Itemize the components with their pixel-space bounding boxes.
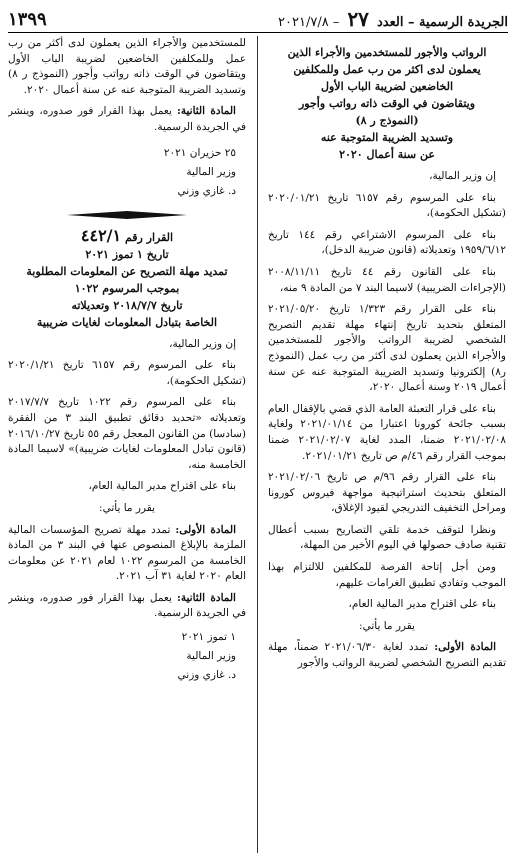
- signature-date: ٢٥ حزيران ٢٠٢١: [163, 146, 236, 159]
- paragraph: بناء على المرسوم رقم ١٠٢٢ تاريخ ٢٠١٧/٧/٧ وتعديلاته «تحديد دقائق تطبيق البند ٣ من الفقرة (سادسا) من القانون المعجل رقم ٥٥ تاريخ ٢٠١٦/١٠/٢٧ (قانون تبادل المعلومات لغايات ضريبية)» لاسيما المادة الخامسة منه،: [8, 396, 246, 471]
- page-number: ١٣٩٩: [8, 8, 47, 30]
- article-heading: المادة الثانية:: [176, 591, 236, 604]
- article-1: [8, 523, 246, 585]
- header-title-group: [278, 7, 508, 31]
- article-text: يعمل بهذا القرار فور صدوره، وينشر في الجريدة الرسمية.: [8, 105, 246, 133]
- page-header: [8, 6, 508, 33]
- paragraph: إن وزير المالية،: [169, 337, 236, 350]
- paragraph: بناء على اقتراح مدير المالية العام،: [348, 598, 496, 611]
- paragraph: ونظرا لتوقف خدمة تلقي التصاريح بسبب أعطال تقنية صادف حصولها في اليوم الأخير من المهلة،: [268, 523, 506, 552]
- decision-title-line: تاريخ ٢٠١٨/٧/٧ وتعديلاته: [71, 298, 183, 312]
- article-2: [8, 104, 246, 135]
- section-separator: [67, 211, 187, 219]
- signature-name: د. غازي وزني: [177, 669, 236, 682]
- right-column: [268, 36, 506, 853]
- paragraph: بناء على اقتراح مدير المالية العام،: [88, 480, 236, 493]
- decision-title-line: بموجب المرسوم ١٠٢٢: [74, 281, 180, 295]
- paragraph: بناء على المرسوم الاشتراعي رقم ١٤٤ تاريخ ١٩٥٩/٦/١٢ وتعديلاته (قانون ضريبة الدخل)،: [268, 228, 506, 257]
- issue-number: ٢٧: [347, 7, 369, 31]
- left-column: [8, 36, 246, 853]
- article-text: يعمل بهذا القرار فور صدوره، وينشر في الجريدة الرسمية.: [8, 591, 246, 620]
- article-text: تمدد مهلة تصريح المؤسسات المالية الملزمة بالإبلاغ المنصوص عنها في البند ٣ من المادة الخامسة من المرسوم ١٠٢٢ لعام ٢٠٢١ عن معلومات العام ٢٠٢٠ لغاية ٣١ آب ٢٠٢١.: [8, 523, 246, 583]
- paragraph: ومن أجل إتاحة الفرصة للمكلفين للالتزام بهذا الموجب وتفادي تطبيق الغرامات عليهم،: [268, 561, 506, 589]
- title-line: (النموذج ر ٨): [355, 114, 419, 127]
- article-1: [268, 640, 506, 671]
- paragraph: بناء على المرسوم رقم ٦١٥٧ تاريخ ٢٠٢٠/١/٢١ (تشكيل الحكومة)،: [8, 359, 246, 387]
- paragraph: بناء على قرار التعبئة العامة الذي قضي بالإقفال العام بسبب جائحة كورونا اعتبارا من ٢٠٢١/٠١/١٤ ولغاية ٢٠٢١/٠٢/٠٨ ضمنا، المدد لغاية ٢٠٢١/٠٢/٠٧ ضمنا بموجب القرار رقم ٤٦/م ص تاريخ ٢٠٢١/٠١/٢١.: [268, 402, 506, 462]
- article-text: تمدد لغاية ٢٠٢١/٠٦/٣٠ ضمناً، مهلة تقديم التصريح الشخصي لضريبة الرواتب والأجور: [268, 641, 506, 670]
- decision-number-line: [8, 227, 246, 246]
- decision-number: ٤٤٢/١: [80, 225, 122, 245]
- decision-title-line: تمديد مهلة التصريح عن المعلومات المطلوبة: [26, 264, 228, 278]
- paragraph: بناء على المرسوم رقم ٦١٥٧ تاريخ ٢٠٢٠/٠١/٢١ (تشكيل الحكومة)،: [268, 191, 506, 220]
- decides-heading: يقرر ما يأتي:: [359, 619, 415, 632]
- article-heading: المادة الثانية:: [176, 105, 236, 118]
- title-line: وتسديد الضريبة المتوجبة عنه: [320, 131, 454, 144]
- signature-date: ١ تموز ٢٠٢١: [181, 631, 236, 644]
- title-line: عن سنة أعمال ٢٠٢٠: [339, 148, 435, 161]
- paragraph: بناء على القانون رقم ٤٤ تاريخ ٢٠٠٨/١١/١١ (الإجراءات الضريبية) لاسيما البند ٧ من المادة ٩ منه،: [268, 265, 506, 294]
- decision-label: القرار رقم: [124, 230, 174, 244]
- continuation-paragraph: للمستخدمين والأجراء الذين يعملون لدى أكثر من رب عمل وللمكلفين الخاضعين لضريبة الباب الأول ويتقاضون في الوقت ذاته رواتب وأجور (النموذج ر ٨) وتسديد الضريبة المتوجبة عنه عن سنة أعمال ٢٠٢٠.: [8, 37, 246, 96]
- paragraph: بناء على القرار رقم ٩٦/م ص تاريخ ٢٠٢١/٠٢/٠٦ المتعلق بتحديث استراتيجية مواجهة فيروس كورونا ومراحل التخفيف التدريجي لقيود الإغلاق،: [268, 471, 506, 515]
- paragraph: بناء على القرار رقم ١/٣٢٣ تاريخ ٢٠٢١/٠٥/٢٠ المتعلق بتحديد تاريخ إنتهاء مهلة تقديم التصريح الشخصي لضريبة الرواتب والأجور للمستخدمين والأجراء الذين يعملون لدى أكثر من رب عمل (النموذج ر٨) إلكترونيا وتسديد الضريبة المتوجبة عنه عن سنة أعمال ٢٠١٩ وسنة أعمال ٢٠٢٠،: [268, 303, 506, 394]
- decides-heading: يقرر ما يأتي:: [99, 501, 155, 514]
- gazette-title: الجريدة الرسمية – العدد: [377, 15, 508, 30]
- article-heading: المادة الأولى:: [175, 523, 236, 536]
- paragraph: إن وزير المالية،: [429, 170, 496, 182]
- column-divider: [257, 36, 258, 853]
- title-line: يعملون لدى اكثر من رب عمل وللمكلفين: [293, 63, 481, 76]
- decision-title-line: الخاصة بتبادل المعلومات لغايات ضريبية: [36, 315, 218, 329]
- article-heading: المادة الأولى:: [434, 641, 496, 654]
- decision-date: تاريخ ١ تموز ٢٠٢١: [85, 247, 169, 261]
- signature-block: [8, 144, 246, 201]
- signature-title: وزير المالية: [186, 650, 236, 663]
- article-2: [8, 591, 246, 622]
- decision-header: [8, 227, 246, 331]
- signature-title: وزير المالية: [186, 165, 236, 178]
- title-line: ويتقاضون في الوقت ذاته رواتب وأجور: [298, 97, 476, 110]
- right-title-block: [268, 44, 506, 163]
- separator-ornament: [67, 211, 187, 219]
- signature-block: [8, 628, 246, 685]
- signature-name: د. غازي وزني: [177, 184, 236, 197]
- title-line: الخاضعين لضريبة الباب الأول: [321, 80, 453, 93]
- issue-date: – ٢٠٢١/٧/٨: [278, 15, 340, 30]
- title-line: الرواتب والأجور للمستخدمين والأجراء الذين: [287, 46, 487, 59]
